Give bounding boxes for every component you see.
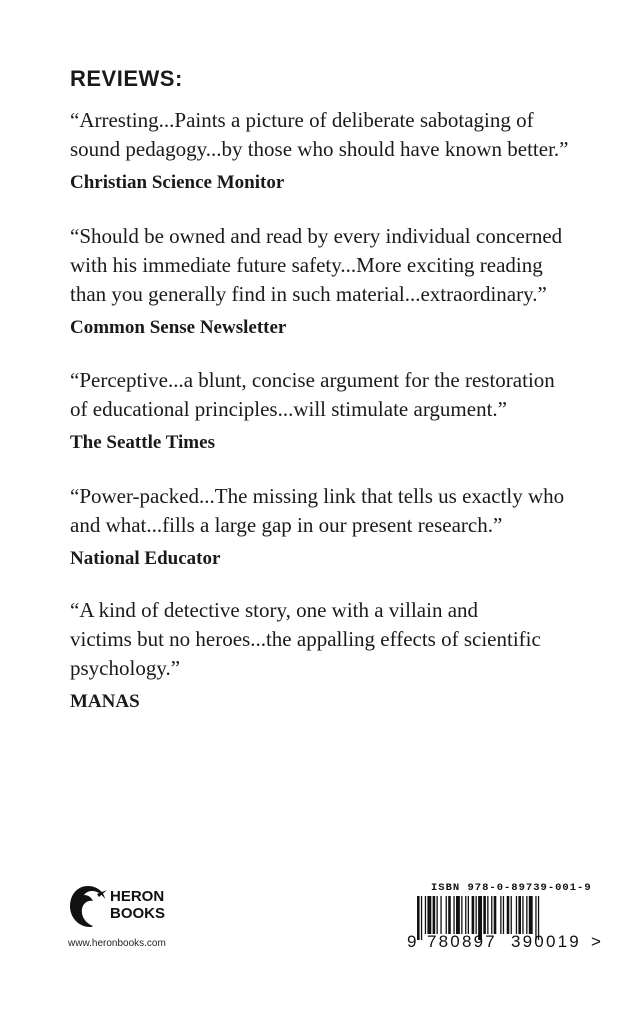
publisher-logo bbox=[68, 884, 218, 954]
publisher-name-line: BOOKS bbox=[110, 905, 166, 922]
barcode-bar bbox=[440, 896, 441, 934]
barcode-bar bbox=[494, 896, 497, 934]
review-source: Christian Science Monitor bbox=[70, 172, 285, 193]
quote-line: “Arresting...Paints a picture of deliberate sabotaging of bbox=[70, 108, 534, 132]
review-source: Common Sense Newsletter bbox=[70, 317, 287, 338]
barcode-bar bbox=[453, 896, 454, 934]
review-source: National Educator bbox=[70, 548, 221, 569]
review-source: MANAS bbox=[70, 691, 140, 712]
review-quote bbox=[70, 106, 610, 164]
quote-line: sound pedagogy...by those who should have known better.” bbox=[70, 137, 569, 161]
barcode-bar bbox=[476, 896, 477, 934]
barcode-digits bbox=[405, 932, 605, 954]
barcode-bar bbox=[433, 896, 436, 934]
quote-line: and what...fills a large gap in our present research.” bbox=[70, 513, 503, 537]
review-source: The Seattle Times bbox=[70, 432, 215, 453]
barcode-bar bbox=[437, 896, 438, 934]
barcode-bar bbox=[448, 896, 451, 934]
barcode-quiet-mark: > bbox=[591, 932, 601, 951]
barcode-right-group: 390019 bbox=[511, 932, 581, 951]
review-quote bbox=[70, 222, 610, 309]
barcode-bar bbox=[456, 896, 460, 934]
quote-line: “Should be owned and read by every individual concerned bbox=[70, 224, 563, 248]
review-5 bbox=[70, 596, 610, 713]
isbn-barcode bbox=[405, 882, 605, 962]
barcode-bar bbox=[526, 896, 527, 934]
barcode-bar bbox=[503, 896, 504, 934]
barcode-bar bbox=[487, 896, 488, 934]
quote-line: “Power-packed...The missing link that tells us exactly who bbox=[70, 484, 565, 508]
barcode-lead-digit: 9 bbox=[407, 932, 417, 951]
barcode-bar bbox=[465, 896, 466, 934]
barcode-bar bbox=[446, 896, 447, 934]
barcode-bar bbox=[472, 896, 475, 934]
quote-line: “A kind of detective story, one with a villain and bbox=[70, 598, 479, 622]
barcode-bar bbox=[491, 896, 492, 934]
quote-line: of educational principles...will stimulate argument.” bbox=[70, 397, 507, 421]
publisher-name-line: HERON bbox=[110, 888, 165, 905]
barcode-bar bbox=[425, 896, 426, 934]
review-4 bbox=[70, 482, 610, 570]
heron-logo-icon bbox=[68, 884, 108, 930]
isbn-label: ISBN 978-0-89739-001-9 bbox=[431, 882, 592, 894]
barcode-bar bbox=[529, 896, 533, 934]
review-quote bbox=[70, 596, 610, 683]
review-2 bbox=[70, 222, 610, 339]
quote-line: psychology.” bbox=[70, 656, 181, 680]
barcode-bar bbox=[516, 896, 517, 934]
barcode-bar bbox=[507, 896, 510, 934]
barcode-bar bbox=[518, 896, 521, 934]
review-quote bbox=[70, 366, 610, 424]
barcode-bar bbox=[500, 896, 501, 934]
reviews-heading: REVIEWS: bbox=[70, 66, 183, 91]
quote-line: with his immediate future safety...More exciting reading bbox=[70, 253, 543, 277]
barcode-bar bbox=[522, 896, 523, 934]
quote-line: than you generally find in such material...extraordinary.” bbox=[70, 282, 547, 306]
review-3 bbox=[70, 366, 610, 454]
quote-line: “Perceptive...a blunt, concise argument for the restoration bbox=[70, 368, 555, 392]
barcode-bar bbox=[461, 896, 462, 934]
publisher-url: www.heronbooks.com bbox=[68, 938, 166, 949]
quote-line: victims but no heroes...the appalling effects of scientific bbox=[70, 627, 541, 651]
barcode-bar bbox=[483, 896, 486, 934]
barcode-bar bbox=[511, 896, 512, 934]
barcode-bar bbox=[427, 896, 431, 934]
barcode-left-group: 780897 bbox=[427, 932, 497, 951]
review-quote bbox=[70, 482, 610, 540]
barcode-bar bbox=[468, 896, 469, 934]
publisher-name bbox=[110, 888, 165, 922]
review-1 bbox=[70, 106, 610, 194]
